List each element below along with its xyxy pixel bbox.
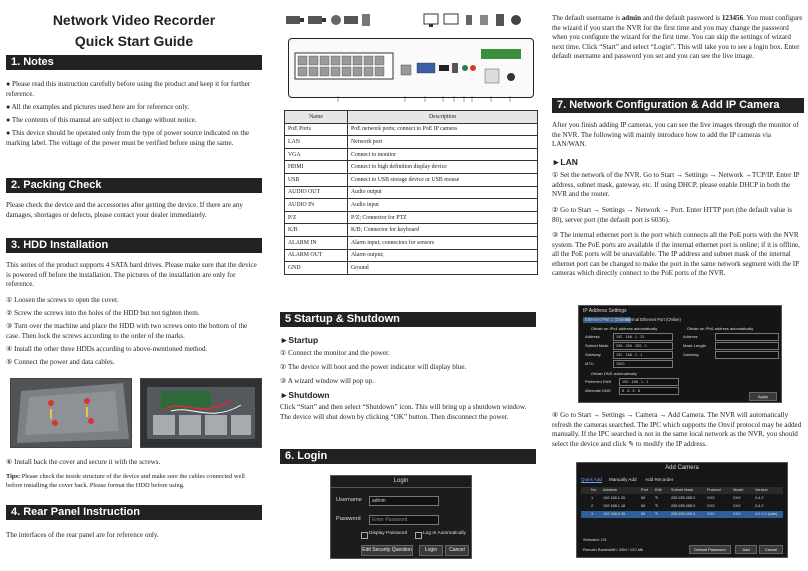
login-button[interactable]: Login: [419, 545, 443, 556]
hdd-step-2: ② Screw the screws into the holes of the HDD but not tighten them.: [6, 309, 200, 317]
login-dialog: [330, 475, 472, 559]
cell-protocol: XXX: [707, 504, 715, 508]
camera-icon: [286, 14, 370, 26]
tab-ethernet1[interactable]: Ethernet Port 1 (Online): [585, 317, 630, 322]
cell-name: K/B: [285, 224, 348, 237]
lan-step-4: ④ Go to Start → Settings → Camera → Add Camera. The NVR will automatically refresh the cameras searched. The IPC which supports the Onvif protocol may be added manually. If the IPC searched is not in the same local network as the NVR, you should select the device and click ✎ to modify the IP address.: [552, 411, 802, 448]
ipv6-gateway-field[interactable]: [715, 351, 779, 359]
ipv4-gateway-label: Gateway: [585, 352, 601, 357]
usb-icon: [466, 15, 488, 25]
ip-settings-title: IP Address Settings: [583, 308, 627, 314]
camera-table-header: [581, 487, 783, 494]
intro-part-a: The default username is: [552, 14, 622, 22]
cell-no: 2: [591, 504, 594, 508]
cell-name: USB: [285, 173, 348, 186]
cell-desc: Ground: [348, 262, 538, 275]
ipv6-address-label: Address: [683, 334, 698, 339]
doc-title-line2: Quick Start Guide: [74, 33, 194, 49]
edit-icon[interactable]: ✎: [655, 512, 659, 516]
cell-version: 3.4.2: [755, 504, 764, 508]
ipv6-gateway-label: Gateway: [683, 352, 699, 357]
add-camera-screen: [576, 462, 788, 558]
table-row[interactable]: [581, 495, 783, 502]
rear-panel-diagram: [288, 38, 534, 98]
login-dialog-title: Login: [393, 478, 409, 484]
lan-step-1: ① Set the network of the NVR. Go to Start → Settings → Network →TCP/IP. Enter IP address, subnet mask, gateway, etc. If using DHCP, please enable DHCP in both the NVR and the router.: [552, 171, 800, 199]
ipv4-address-field[interactable]: 192 . 168 . 1 . 21: [613, 333, 673, 341]
obtain-dns-label: Obtain DNS automatically: [591, 371, 637, 376]
rear-panel-ports-icon: [289, 39, 533, 97]
note-1: ● Please read this instruction carefully before using the product and keep it for further reference.: [6, 80, 251, 98]
tab-quick-add[interactable]: Quick Add: [581, 477, 602, 482]
cell-no: 3: [591, 512, 594, 516]
hdd-photo-left: [10, 378, 132, 448]
cell-desc: Alarm output;: [348, 249, 538, 262]
table-row: [285, 161, 538, 174]
password-label: Password: [336, 516, 361, 522]
login-intro-text: [552, 14, 804, 62]
username-label: Username: [336, 497, 362, 503]
lan-step-3: ③ The internal ethernet port is the port which connects all the PoE ports with the NVR system. The PoE ports are available if the internal ethernet port is online; if it is offline, all the PoE ports will be unavailable. The IP address and subnet mask of the internal ethernet port can be changed to make the port in the same network segment with the IP cameras which directly connect to the PoE ports of the NVR.: [552, 231, 800, 278]
packing-heading: 2. Packing Check: [6, 178, 262, 193]
cell-desc: Connect to monitor: [348, 148, 538, 161]
monitor-icon: [424, 14, 458, 27]
cancel-button[interactable]: Cancel: [445, 545, 469, 556]
default-password-button[interactable]: Default Password: [689, 545, 731, 554]
intro-user: admin: [621, 14, 642, 22]
packing-text: Please check the device and the accessories after getting the device. If there are any damages, shortages or defects, please contact your dealer immediately.: [6, 201, 243, 219]
col-port: Port: [641, 488, 648, 492]
startup-step-2: ② The device will boot and the power indicator will display blue.: [280, 363, 467, 371]
ipv4-gateway-field[interactable]: 192 . 168 . 1 . 1: [613, 351, 673, 359]
network-para1: After you finish adding IP cameras, you can see the live images through the monitor of the NVR. The following will mainly introduce how to add the IP cameras via LAN/WAN.: [552, 121, 799, 149]
cell-desc: Audio output: [348, 186, 538, 199]
ipv6-address-field[interactable]: [715, 333, 779, 341]
table-row: [285, 224, 538, 237]
tab-internal[interactable]: Internal Ethernet Port (Online): [625, 317, 681, 322]
table-row: [285, 186, 538, 199]
cell-port: 80: [641, 496, 646, 500]
preferred-dns-label: Preferred DNS: [585, 379, 612, 384]
table-row[interactable]: [581, 503, 783, 510]
startup-step-1: ① Connect the monitor and the power.: [280, 349, 390, 357]
cell-desc: PoE network ports; connect to PoE IP camera: [348, 123, 538, 136]
col-mask: Subnet Mask: [671, 488, 694, 492]
hdd-installed-icon: [141, 379, 261, 447]
cell-name: PoE Ports: [285, 123, 348, 136]
selected-count: Selected: 1/3: [583, 537, 607, 542]
auto-login-checkbox[interactable]: [415, 532, 422, 539]
hdd-heading: 3. HDD Installation: [6, 238, 262, 253]
preferred-dns-field[interactable]: 192 . 168 . 1 . 1: [619, 378, 679, 386]
edit-security-button[interactable]: Edit Security Question: [361, 545, 413, 556]
edit-icon[interactable]: ✎: [655, 504, 659, 508]
table-header-description: Description: [348, 111, 538, 124]
table-row: [285, 123, 538, 136]
add-button[interactable]: Add: [735, 545, 757, 554]
note-3: ● The contents of this manual are subject to change without notice.: [6, 116, 197, 124]
cell-port: 80: [641, 512, 646, 516]
cell-desc: P/Z; Connector for PTZ: [348, 211, 538, 224]
mtu-label: MTU: [585, 361, 594, 366]
cell-name: AUDIO IN: [285, 199, 348, 212]
hdd-step-4: ④ Install the other three HDDs according to above-mentioned method.: [6, 345, 208, 353]
col-address: Address: [603, 488, 617, 492]
shutdown-title: ►Shutdown: [280, 390, 330, 400]
hdd-tips-label: Tips:: [6, 473, 21, 480]
login-heading: 6. Login: [280, 449, 536, 464]
cell-protocol: XXX: [707, 512, 715, 516]
col-no: No.: [591, 488, 597, 492]
auto-login-label: Log In Automatically: [423, 531, 466, 536]
edit-icon[interactable]: ✎: [655, 496, 659, 500]
col-protocol: Protocol: [707, 488, 721, 492]
table-row: [285, 236, 538, 249]
cell-version: 4.2.0.1 (safe): [755, 512, 778, 516]
remain-bandwidth: Remain Bandwidth: 33M / 120 Mb: [583, 547, 644, 552]
speaker-icon: [496, 14, 521, 26]
shutdown-text: Click “Start” and then select “Shutdown” icon. This will bring up a shutdown window. The device will shut down by clicking “OK” button. Then disconnect the power.: [280, 403, 527, 421]
apply-button[interactable]: Apply: [749, 392, 777, 401]
hdd-step-1: ① Loosen the screws to open the cover.: [6, 296, 119, 304]
cell-desc: Audio input: [348, 199, 538, 212]
hdd-tips: [6, 472, 262, 490]
case-open-icon: [11, 379, 131, 447]
ipv4-address-label: Address: [585, 334, 600, 339]
cell-desc: K/B; Connector for keyboard: [348, 224, 538, 237]
cell-name: HDMI: [285, 161, 348, 174]
network-heading: 7. Network Configuration & Add IP Camera: [552, 98, 804, 113]
table-header-name: Name: [285, 111, 348, 124]
table-row: [285, 136, 538, 149]
table-row: [285, 262, 538, 275]
rear-heading: 4. Rear Panel Instruction: [6, 505, 262, 520]
cancel-camera-button[interactable]: Cancel: [759, 545, 783, 554]
cell-model: XXX: [733, 496, 741, 500]
rear-panel-callouts: [288, 96, 532, 108]
cell-mask: 255.255.255.0: [671, 496, 696, 500]
table-row: [285, 199, 538, 212]
startup-heading: 5 Startup & Shutdown: [280, 312, 536, 327]
display-password-label: Display Password: [369, 531, 408, 536]
startup-title: ►Startup: [280, 335, 319, 345]
cell-desc: Connect to high definition display device: [348, 161, 538, 174]
intro-pass: 123456: [721, 14, 744, 22]
ipv6-masklen-field[interactable]: [715, 342, 779, 350]
cell-model: XXX: [733, 504, 741, 508]
lan-title: ►LAN: [552, 157, 578, 167]
tab-add-recorder[interactable]: Add Recorder: [645, 477, 674, 482]
obtain-ipv6-label: Obtain an IPv6 address automatically: [687, 326, 754, 331]
note-2: ● All the examples and pictures used here are for reference only.: [6, 103, 190, 111]
mtu-field[interactable]: 1500: [613, 360, 673, 368]
cell-name: P/Z: [285, 211, 348, 224]
notes-heading: 1. Notes: [6, 55, 262, 70]
ipv6-masklen-label: Mask Length: [683, 343, 706, 348]
hdd-step-3: ③ Turn over the machine and place the HDD with two screws onto the bottom of the case. Then lock the screws according to the order of the marks.: [6, 322, 248, 340]
cell-address: 192.168.1.20: [603, 496, 626, 500]
table-row-selected[interactable]: [581, 511, 783, 518]
cell-version: 3.4.2: [755, 496, 764, 500]
display-password-checkbox[interactable]: [361, 532, 368, 539]
add-camera-title: Add Camera: [665, 465, 699, 471]
cell-name: ALARM IN: [285, 236, 348, 249]
rear-text: The interfaces of the rear panel are for reference only.: [6, 531, 159, 539]
cell-name: ALARM OUT: [285, 249, 348, 262]
ip-settings-screen: [578, 305, 782, 403]
col-version: Version: [755, 488, 768, 492]
cell-desc: Network port: [348, 136, 538, 149]
dialog-divider: [331, 487, 471, 488]
lan-step-2: ② Go to Start → Settings → Network → Port. Enter HTTP port (the default value is 80), server port (the default port is 6036).: [552, 206, 792, 224]
ipv4-mask-label: Subnet Mask: [585, 343, 609, 348]
col-model: Model: [733, 488, 744, 492]
cell-desc: Alarm input; connectors for sensors: [348, 236, 538, 249]
cell-mask: 255.255.255.0: [671, 512, 696, 516]
doc-title-line1: Network Video Recorder: [52, 12, 216, 28]
cell-model: XXX: [733, 512, 741, 516]
table-row: [285, 249, 538, 262]
hdd-intro: This series of the product supports 4 SATA hard drives. Please make sure that the device is powered off before the installation. The pictures of the installation are only for reference.: [6, 261, 257, 289]
cell-address: 192.168.2.45: [603, 512, 626, 516]
intro-part-c: . You must configure the wizard if you start the NVR for the first time and you may change the password when you configure the wizard for the first time. You can skip the settings of wizard next time. Click “Start” and select “Login”. This will take you to see a login box. Enter default username and password you set and you can see the live image.: [552, 14, 803, 61]
cell-no: 1: [591, 496, 594, 500]
cell-desc: Connect to USB storage device or USB mouse: [348, 173, 538, 186]
cell-name: AUDIO OUT: [285, 186, 348, 199]
col-edit: Edit: [655, 488, 662, 492]
cell-name: GND: [285, 262, 348, 275]
password-input[interactable]: Enter Password: [369, 515, 439, 525]
note-4: ● This device should be operated only from the type of power source indicated on the marking label. The voltage of the power must be verified before using the same.: [6, 129, 250, 147]
tab-manually-add[interactable]: Manually Add: [609, 477, 637, 482]
cell-name: VGA: [285, 148, 348, 161]
alternate-dns-field[interactable]: 8 . 8 . 8 . 8: [619, 387, 679, 395]
intro-part-b: and the default password is: [641, 14, 722, 22]
hdd-step-6: ⑥ Install back the cover and secure it with the screws.: [6, 458, 161, 466]
alternate-dns-label: Alternate DNS: [585, 388, 611, 393]
table-row: [285, 148, 538, 161]
cell-protocol: XXX: [707, 496, 715, 500]
table-row: [285, 211, 538, 224]
peripheral-icons: [284, 10, 534, 32]
hdd-tips-text: Please check the inside structure of the device and make sure the cables connected well before installing the cover back. Please format the HDD before using.: [6, 473, 245, 489]
startup-step-3: ③ A wizard window will pop up.: [280, 377, 375, 385]
rear-panel-table: [284, 110, 538, 275]
obtain-ipv4-label: Obtain an IPv4 address automatically: [591, 326, 658, 331]
username-select[interactable]: admin: [369, 496, 439, 506]
table-row: [285, 173, 538, 186]
cell-mask: 255.255.255.0: [671, 504, 696, 508]
table-header-row: [285, 111, 538, 124]
cell-address: 192.168.1.18: [603, 504, 626, 508]
hdd-photo-right: [140, 378, 262, 448]
cell-port: 80: [641, 504, 646, 508]
hdd-step-5: ⑤ Connect the power and data cables.: [6, 358, 115, 366]
cell-name: LAN: [285, 136, 348, 149]
ipv4-mask-field[interactable]: 255 . 255 . 255 . 0: [613, 342, 673, 350]
